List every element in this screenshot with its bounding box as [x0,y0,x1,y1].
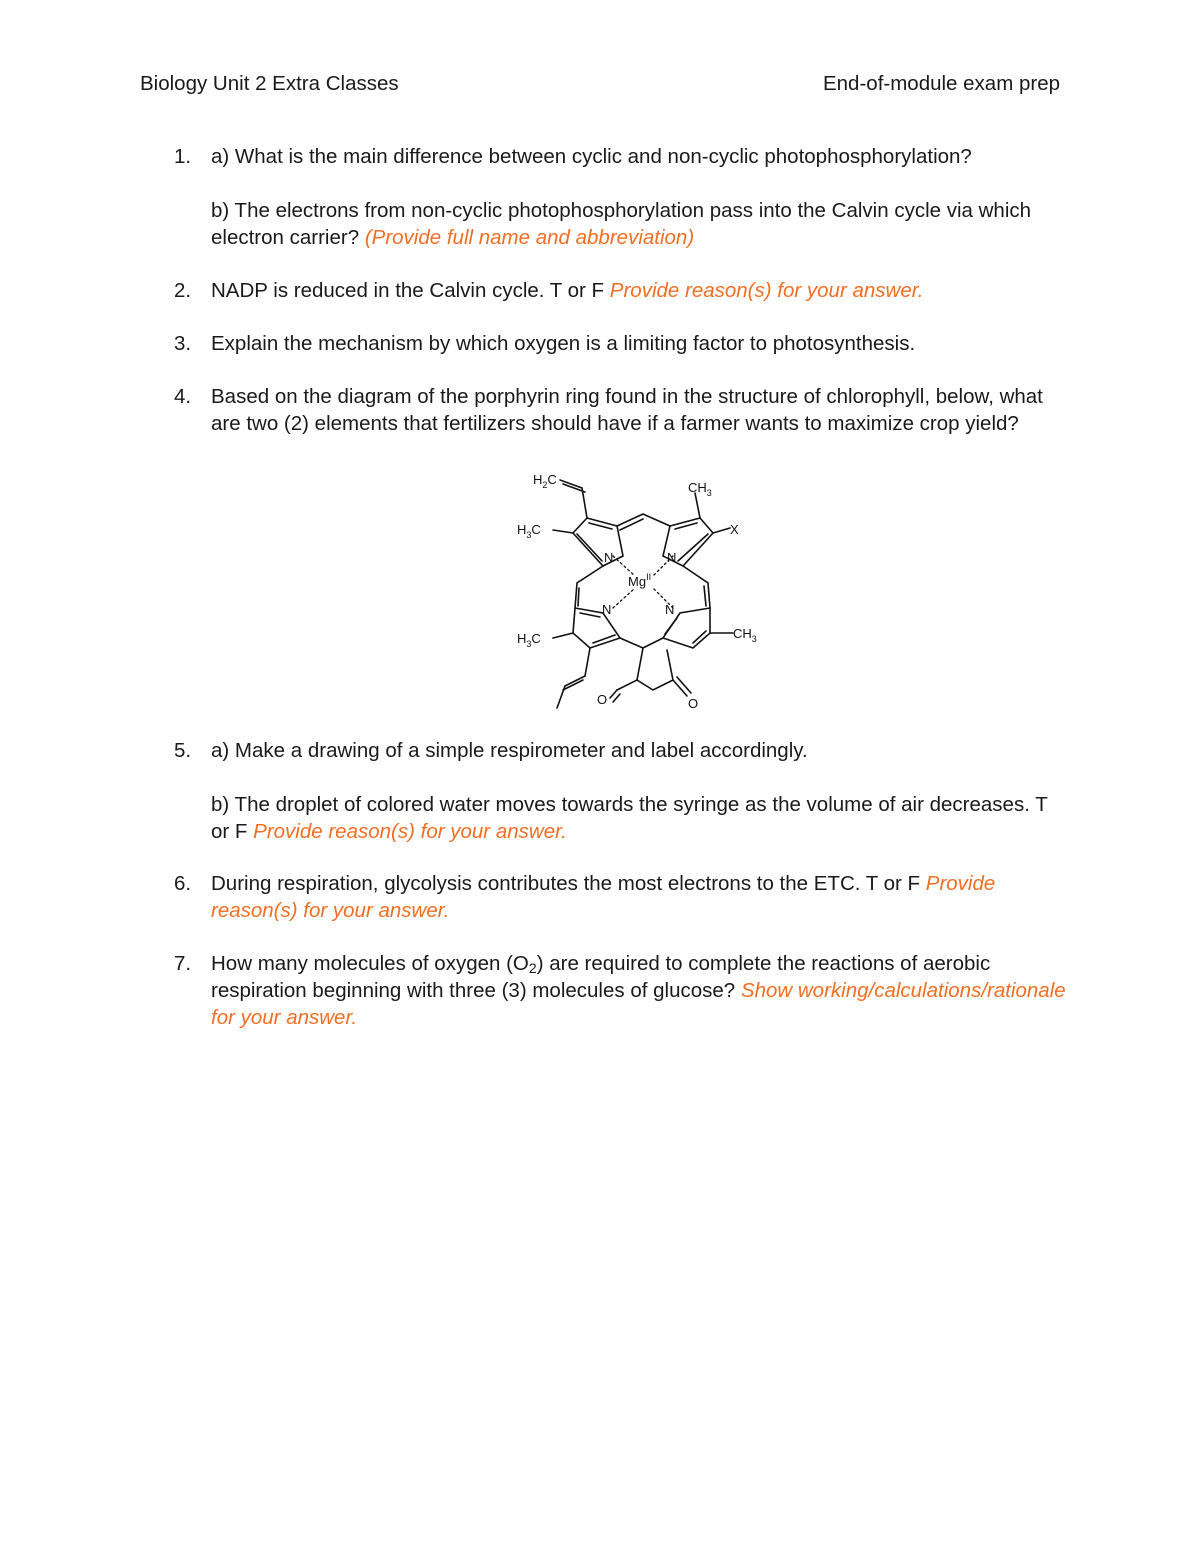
question-7-subscript: 2 [528,960,537,976]
label-n-top-right: N [667,550,677,565]
question-number: 6. [174,872,192,895]
question-5b-text: b) The droplet of colored water moves towards the syringe as the volume of air decreases. T or F [211,793,1048,843]
label-h3c-top: $H_3C$ [517,522,541,540]
question-1 [140,143,1070,251]
question-5a-text: a) Make a drawing of a simple respirometer and label accordingly. [211,739,808,762]
label-o-right: O [688,696,699,711]
label-x: X [730,522,739,537]
question-3 [140,330,1070,357]
question-4-text: Based on the diagram of the porphyrin ring found in the structure of chlorophyll, below, what are two (2) elements that fertilizers should have if a farmer wants to maximize crop yield? [211,385,1043,435]
question-number: 3. [174,332,192,355]
label-n-bottom-left: N [602,602,612,617]
label-o-left: O [597,692,608,707]
question-5b [211,791,1070,845]
question-1b [211,197,1070,251]
page-header [140,70,1060,98]
label-h2c: $H_2C$ [533,472,557,490]
question-1b-hint: (Provide full name and abbreviation) [364,226,695,249]
label-mg: $Mg^{II}$ [628,572,652,589]
label-n-bottom-right: N [665,602,675,617]
question-7 [140,950,1070,1031]
question-5 [140,737,1070,845]
label-h3c-bottom: $H_3C$ [517,631,541,649]
label-ch3-right: $CH_3$ [733,626,757,644]
question-6 [140,870,1070,924]
question-3-text: Explain the mechanism by which oxygen is a limiting factor to photosynthesis. [211,332,916,355]
question-7-text-before: How many molecules of oxygen (O [211,952,529,975]
question-1a-text: a) What is the main difference between cyclic and non-cyclic photophosphorylation? [211,145,972,168]
question-5b-hint: Provide reason(s) for your answer. [253,820,567,843]
question-4 [140,383,1070,437]
question-7-hint: Show working/calculations/rationale for your answer. [211,979,1066,1029]
porphyrin-diagram [505,468,775,713]
label-n-top-left: N [604,550,614,565]
question-6-hint: Provide reason(s) for your answer. [211,872,996,922]
diagram-labels [517,472,757,711]
header-course-title: Biology Unit 2 Extra Classes [140,72,399,95]
question-1b-text: b) The electrons from non-cyclic photophosphorylation pass into the Calvin cycle via which electron carrier? [211,199,1032,249]
porphyrin-structure [505,468,775,713]
header-exam-title: End-of-module exam prep [822,72,1060,95]
question-2-text: NADP is reduced in the Calvin cycle. T or F [211,279,605,302]
question-number: 2. [174,279,192,302]
label-ch3-top: $CH_3$ [688,480,712,498]
question-2 [140,277,1070,304]
question-2-hint: Provide reason(s) for your answer. [609,279,924,302]
question-number: 7. [174,952,192,975]
question-7-text-after: ) are required to complete the reactions of aerobic respiration beginning with three (3) molecules of glucose? [211,952,991,1002]
question-number: 4. [174,385,192,408]
question-number: 1. [174,145,192,168]
question-6-text: During respiration, glycolysis contributes the most electrons to the ETC. T or F [211,872,921,895]
question-number: 5. [174,739,192,762]
